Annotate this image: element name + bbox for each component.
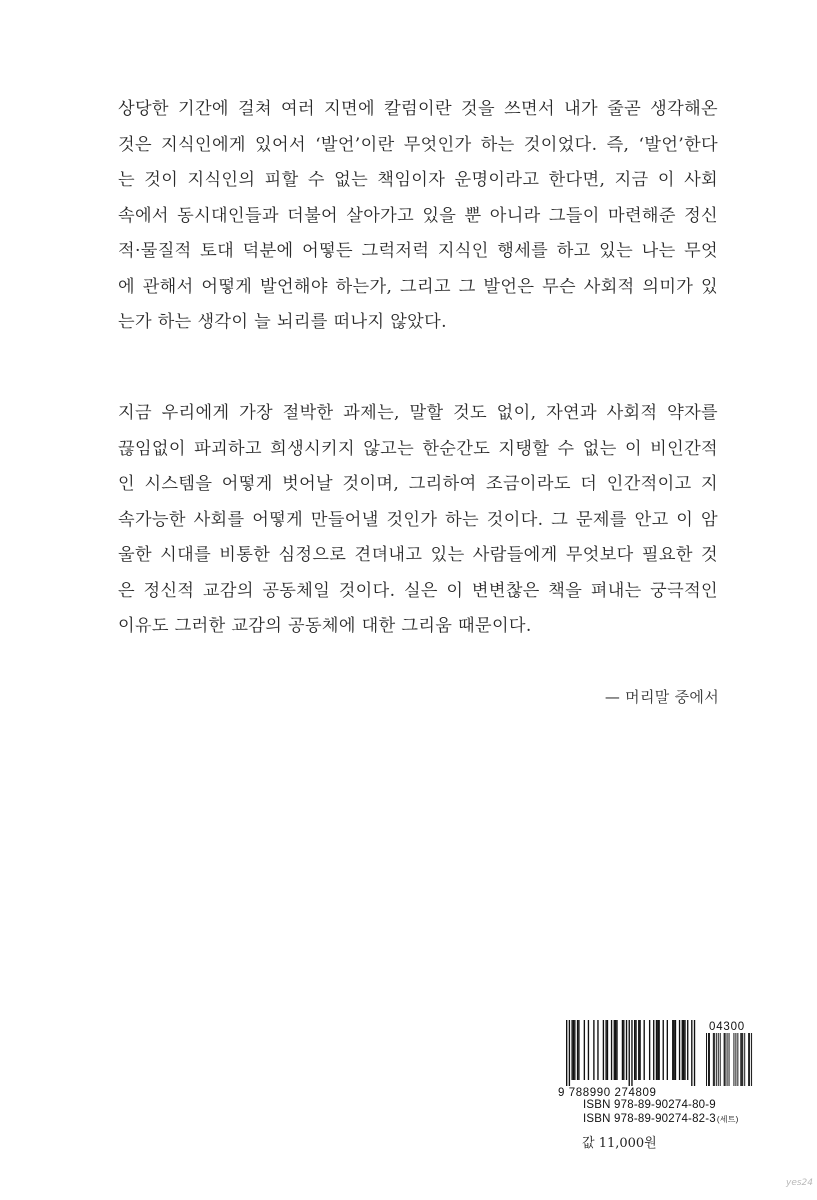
paragraph-line: 끊임없이 파괴하고 희생시키지 않고는 한순간도 지탱할 수 없는 이 비인간적	[118, 438, 718, 459]
barcode-bar	[679, 1020, 680, 1080]
barcode-bar	[716, 1033, 717, 1086]
barcode-bar	[605, 1020, 606, 1080]
barcode-bar	[656, 1020, 657, 1080]
barcode-bar	[729, 1033, 730, 1086]
barcode-bar	[569, 1020, 570, 1086]
barcode-bar	[673, 1020, 674, 1080]
barcode-bar	[748, 1033, 749, 1086]
barcode-bar	[649, 1020, 650, 1080]
barcode-bar	[749, 1033, 750, 1086]
barcode-bar	[644, 1020, 645, 1080]
barcode-bar	[578, 1020, 579, 1080]
barcode-bar	[742, 1033, 743, 1086]
barcode-block	[556, 1020, 756, 1127]
barcode-bar	[691, 1020, 692, 1086]
barcode-bar	[571, 1020, 572, 1080]
barcode-bar	[577, 1020, 578, 1080]
barcode-bar	[663, 1020, 664, 1080]
isbn-text: ISBN 978-89-90274-80-9	[583, 1099, 716, 1111]
barcode-addon-digits: 04300	[709, 1021, 745, 1033]
barcode-bar	[584, 1020, 585, 1080]
barcode-bar	[672, 1020, 673, 1080]
paragraph-line: 것은 지식인에게 있어서 ‘발언’이란 무엇인가 하는 것이었다. 즉, ‘발언’한다	[118, 134, 718, 155]
paragraph-line: 이유도 그러한 교감의 공동체에 대한 그리움 때문이다.	[118, 616, 532, 636]
barcode-bar	[657, 1020, 658, 1080]
barcode-bar	[631, 1020, 632, 1086]
barcode-bar	[615, 1020, 616, 1080]
barcode-bar	[684, 1020, 685, 1080]
barcode-bar	[634, 1020, 635, 1080]
barcode-bar	[658, 1020, 659, 1080]
barcode-bar	[607, 1020, 608, 1080]
paragraph-line: 속에서 동시대인들과 더불어 살아가고 있을 뿐 아니라 그들이 마련해준 정신	[118, 205, 718, 226]
barcode-bar	[706, 1033, 707, 1086]
barcode-bar	[682, 1020, 683, 1080]
attribution: — 머리말 중에서	[604, 688, 719, 706]
barcode-bar	[683, 1020, 684, 1080]
barcode-bar	[744, 1033, 745, 1086]
paragraph-line: 인 시스템을 어떻게 벗어날 것이며, 그리하여 조금이라도 더 인간적이고 지	[118, 474, 718, 494]
barcode-bar	[635, 1020, 636, 1080]
barcode-bar	[735, 1033, 736, 1086]
paragraph-line: 상당한 기간에 걸쳐 여러 지면에 칼럼이란 것을 쓰면서 내가 줄곧 생각해온	[118, 99, 718, 119]
yes24-watermark: yes24	[786, 1178, 814, 1188]
isbn-set-note: (세트)	[716, 1115, 739, 1124]
paragraph-line: 에 관해서 어떻게 발언해야 하는가, 그리고 그 발언은 무슨 사회적 의미가 있	[118, 276, 718, 297]
preface-paragraph-2	[118, 396, 718, 645]
barcode-bar	[675, 1020, 676, 1080]
barcode-bar	[622, 1020, 623, 1080]
barcode-bar	[611, 1020, 612, 1080]
paragraph-line: 속가능한 사회를 어떻게 만들어낼 것인가 하는 것이다. 그 문제를 안고 이 암	[118, 509, 718, 530]
barcode-bar	[713, 1033, 714, 1086]
paragraph-line: 울한 시대를 비통한 심정으로 견뎌내고 있는 사람들에게 무엇보다 필요한 것	[118, 545, 718, 565]
barcode-bar	[709, 1033, 710, 1086]
barcode-bar	[603, 1020, 604, 1080]
barcode-bar	[687, 1020, 688, 1080]
barcode-bar	[720, 1033, 721, 1086]
barcode-bar	[597, 1020, 598, 1080]
barcode-bar	[751, 1033, 752, 1086]
barcode-bar	[737, 1033, 738, 1086]
barcode-main-digits: 9 788990 274809	[558, 1087, 657, 1098]
paragraph-line: 적·물질적 토대 덕분에 어떻든 그럭저럭 지식인 행세를 하고 있는 나는 무엇	[118, 241, 718, 261]
barcode-bar	[718, 1033, 719, 1086]
barcode-bar	[714, 1033, 715, 1086]
barcode-bar	[623, 1020, 624, 1080]
barcode-bar	[667, 1020, 668, 1080]
barcode-bar	[614, 1020, 615, 1080]
paragraph-line: 는가 하는 생각이 늘 뇌리를 떠나지 않았다.	[118, 312, 447, 332]
barcode-bar	[638, 1020, 639, 1080]
barcode-bar	[724, 1033, 725, 1086]
barcode-bar	[708, 1033, 709, 1086]
barcode-bar	[733, 1033, 734, 1086]
barcode-bar	[629, 1020, 630, 1086]
barcode-bar	[574, 1020, 575, 1080]
paragraph-line: 는 것이 지식인의 피할 수 없는 책임이자 운명이라고 한다면, 지금 이 사회	[118, 170, 718, 190]
barcode-bar	[626, 1020, 627, 1080]
barcode-bar	[740, 1033, 741, 1086]
barcode-bar	[727, 1033, 728, 1086]
barcode-bar	[694, 1020, 695, 1086]
isbn-text: ISBN 978-89-90274-82-3	[583, 1113, 716, 1125]
preface-paragraph-1	[118, 92, 718, 341]
barcode-bar	[593, 1020, 594, 1080]
paragraph-line: 지금 우리에게 가장 절박한 과제는, 말할 것도 없이, 자연과 사회적 약자를	[118, 403, 718, 423]
isbn-line-2	[556, 1112, 756, 1127]
main-barcode-bars	[566, 1020, 695, 1086]
paragraph-line: 은 정신적 교감의 공동체일 것이다. 실은 이 변변찮은 책을 펴내는 궁극적인	[118, 580, 718, 601]
barcode-bar	[639, 1020, 640, 1080]
barcode-bar	[653, 1020, 654, 1080]
barcode-bar	[566, 1020, 567, 1086]
barcode-bar	[616, 1020, 617, 1080]
price-label: 값 11,000원	[582, 1136, 657, 1151]
barcode-bar	[741, 1033, 742, 1086]
barcode-bar	[725, 1033, 726, 1086]
addon-barcode-bars	[706, 1033, 752, 1086]
isbn-line-1	[556, 1098, 756, 1112]
barcode-bar	[588, 1020, 589, 1080]
barcode-bar	[573, 1020, 574, 1080]
isbn-barcode	[556, 1020, 756, 1098]
